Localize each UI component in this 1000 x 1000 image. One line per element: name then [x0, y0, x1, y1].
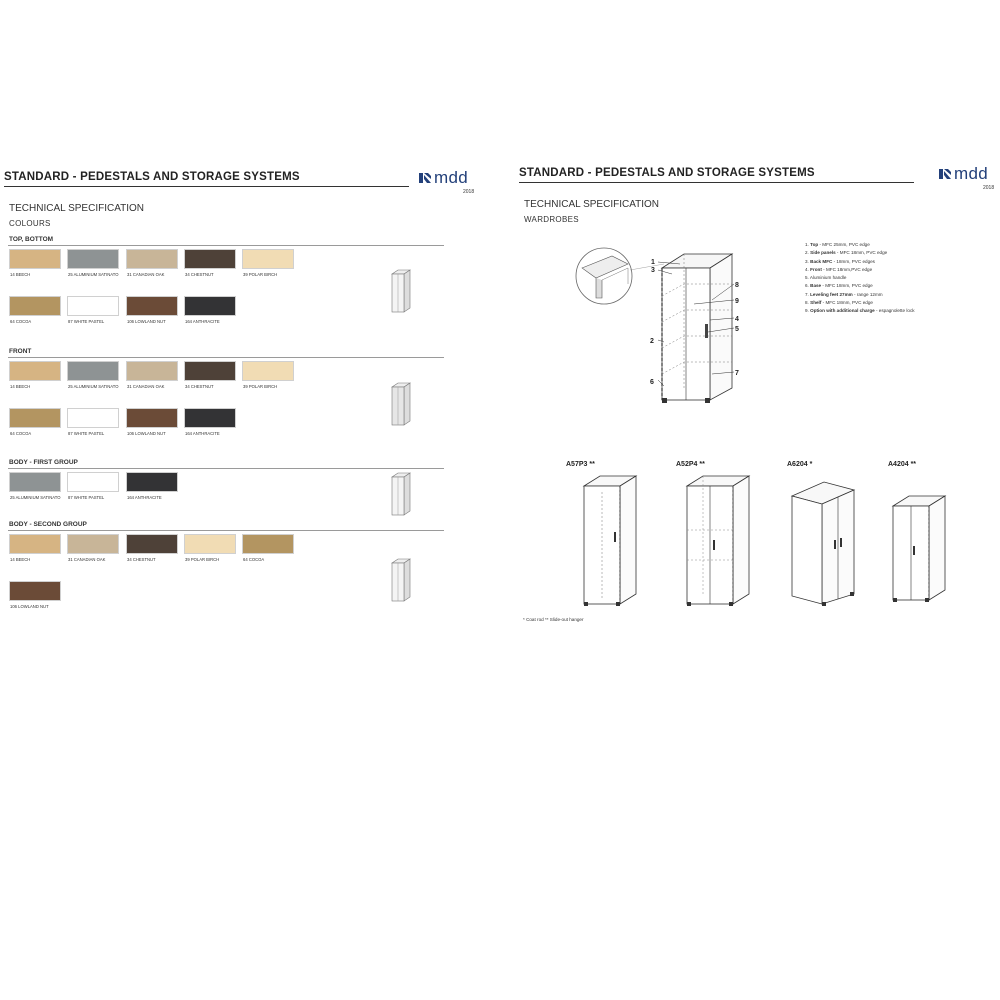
section-title: BODY - FIRST GROUP	[9, 459, 78, 466]
section-rule	[8, 357, 444, 358]
spec-item	[805, 307, 915, 315]
wardrobe-a57p3-drawing	[580, 470, 640, 610]
callout-1: 1	[651, 259, 655, 266]
technical-specification-heading: TECHNICAL SPECIFICATION	[9, 203, 145, 214]
section-rule	[8, 245, 444, 246]
spec-item-part: Shelf	[810, 300, 822, 306]
title-rule	[519, 182, 914, 183]
colour-swatch	[126, 408, 178, 428]
colour-swatch-label: 39 POLAR BIRCH	[243, 384, 278, 389]
spec-item-description: - 18mm, PVC edges	[832, 258, 875, 264]
logo-text: mdd	[954, 164, 988, 183]
colour-swatch	[126, 249, 178, 269]
colour-swatch	[242, 249, 294, 269]
title-rule	[4, 186, 409, 187]
model-label: A57P3 **	[566, 461, 595, 468]
colour-swatch-label: 164 ANTHRACITE	[185, 319, 220, 324]
model-label: A6204 *	[787, 461, 813, 468]
spec-item-description: - MFC 18mm, PVC edge	[821, 283, 873, 289]
spec-item	[805, 249, 915, 257]
spec-item-number: 7.	[805, 291, 809, 297]
colour-swatch-label: 25 ALUMINIUM SATINATO	[10, 495, 61, 500]
colour-swatch	[242, 361, 294, 381]
mdd-logo-icon	[418, 170, 432, 186]
colour-swatch-label: 34 CHESTNUT	[185, 272, 214, 277]
spec-item-description: - MFC 18mm,PVC edge	[821, 266, 873, 272]
spec-item	[805, 291, 915, 299]
callout-6: 6	[650, 379, 654, 386]
wardrobe-a4204-drawing	[889, 486, 949, 610]
mdd-logo	[418, 168, 468, 188]
colour-swatch-label: 87 WHITE PASTEL	[68, 431, 105, 436]
colour-swatch-label: 31 CANADIAN OAK	[127, 272, 165, 277]
colour-swatch	[184, 534, 236, 554]
page-title: STANDARD - PEDESTALS AND STORAGE SYSTEMS	[4, 171, 300, 183]
colour-swatch	[9, 408, 61, 428]
wardrobe-exploded-drawing	[572, 240, 752, 410]
wardrobe-thumbnail-icon	[388, 557, 412, 603]
spec-item	[805, 274, 915, 282]
colour-swatch-label: 31 CANADIAN OAK	[127, 384, 165, 389]
wardrobe-a52p4-drawing	[683, 470, 753, 610]
spec-item	[805, 258, 915, 266]
colour-swatch	[126, 296, 178, 316]
colour-swatch	[184, 296, 236, 316]
technical-specification-heading: TECHNICAL SPECIFICATION	[524, 199, 660, 210]
callout-9: 9	[735, 298, 739, 305]
colour-swatch-label: 39 POLAR BIRCH	[185, 557, 220, 562]
colour-swatch	[67, 472, 119, 492]
colour-swatch	[67, 361, 119, 381]
spec-item-number: 6.	[805, 283, 809, 289]
wardrobes-heading: WARDROBES	[524, 215, 579, 224]
spec-item-part: Back MFC	[810, 258, 833, 264]
spec-item-number: 9.	[805, 308, 809, 314]
colour-swatch-label: 64 COCOA	[243, 557, 265, 562]
colour-swatch-label: 87 WHITE PASTEL	[68, 495, 105, 500]
colour-swatch	[9, 534, 61, 554]
spec-item-number: 5.	[805, 275, 809, 281]
colour-swatch-label: 14 BEECH	[10, 384, 31, 389]
spec-item-part: Side panels	[810, 250, 836, 256]
wardrobe-a6204-drawing	[788, 470, 858, 610]
wardrobe-thumbnail-icon	[388, 268, 412, 314]
callout-2: 2	[650, 338, 654, 345]
spec-item-description: - MFC 18mm, PVC edge	[821, 300, 873, 306]
colour-swatch-label: 87 WHITE PASTEL	[68, 319, 105, 324]
footnote: * Coat rod ** Slide-out hanger	[523, 617, 584, 622]
specification-list	[805, 241, 915, 316]
callout-8: 8	[735, 282, 739, 289]
spec-item-part: Option with additional charge	[810, 308, 875, 314]
mdd-logo	[938, 164, 988, 184]
wardrobe-body-drawing	[662, 254, 732, 403]
colour-swatch-label: 64 COCOA	[10, 431, 32, 436]
spec-item-number: 2.	[805, 250, 809, 256]
colour-swatch	[126, 361, 178, 381]
logo-text: mdd	[434, 168, 468, 187]
colours-heading: COLOURS	[9, 219, 51, 228]
colour-swatch-label: 34 CHESTNUT	[185, 384, 214, 389]
colour-swatch-label: 164 ANTHRACITE	[185, 431, 220, 436]
colour-swatch	[9, 472, 61, 492]
joint-detail-circle	[576, 248, 632, 304]
colour-swatch	[184, 249, 236, 269]
colour-swatch-label: 31 CANADIAN OAK	[68, 557, 106, 562]
colour-swatch	[9, 249, 61, 269]
colour-swatch	[9, 361, 61, 381]
colour-swatch-label: 164 ANTHRACITE	[127, 495, 162, 500]
colour-swatch-label: 106 LOWLAND NUT	[127, 431, 166, 436]
colour-swatch-label: 39 POLAR BIRCH	[243, 272, 278, 277]
year-label: 2018	[463, 189, 475, 195]
section-title: TOP, BOTTOM	[9, 236, 54, 243]
wardrobe-thumbnail-icon	[388, 471, 412, 517]
spec-item	[805, 299, 915, 307]
colour-swatch	[184, 361, 236, 381]
spec-item	[805, 241, 915, 249]
wardrobe-thumbnail-icon	[388, 381, 412, 427]
colour-swatch-label: 64 COCOA	[10, 319, 32, 324]
callout-5: 5	[735, 326, 739, 333]
callout-4: 4	[735, 316, 739, 323]
colour-swatch-label: 25 ALUMINIUM SATINATO	[68, 384, 119, 389]
spec-item-number: 4.	[805, 266, 809, 272]
spec-item-description: - MFC 25mm, PVC edge	[818, 242, 870, 247]
colour-swatch	[67, 534, 119, 554]
year-label: 2018	[983, 185, 995, 191]
colour-swatch	[67, 249, 119, 269]
spec-item-part: Base	[810, 283, 822, 289]
mdd-logo-icon	[938, 166, 952, 182]
section-rule	[8, 530, 444, 531]
spec-item-description: Aluminium handle	[809, 275, 847, 281]
section-rule	[8, 468, 444, 469]
colour-swatch-label: 14 BEECH	[10, 272, 31, 277]
spec-item-number: 8.	[805, 300, 809, 306]
spec-item-part: Top	[810, 242, 819, 247]
spec-item-description: - range 12mm	[852, 291, 883, 297]
spec-item	[805, 282, 915, 290]
spec-item	[805, 266, 915, 274]
model-label: A52P4 **	[676, 461, 705, 468]
colour-swatch	[9, 296, 61, 316]
colour-swatch	[184, 408, 236, 428]
spec-item-number: 3.	[805, 258, 809, 264]
colour-swatch-label: 106 LOWLAND NUT	[127, 319, 166, 324]
spec-item-number: 1.	[805, 242, 809, 247]
colour-swatch	[67, 296, 119, 316]
colour-swatch-label: 14 BEECH	[10, 557, 31, 562]
colour-swatch	[67, 408, 119, 428]
section-title: BODY - SECOND GROUP	[9, 521, 87, 528]
spec-item-description: - MFC 18mm, PVC edge	[835, 250, 888, 256]
callout-3: 3	[651, 267, 655, 274]
colour-swatch-label: 34 CHESTNUT	[127, 557, 156, 562]
spec-item-part: Leveling feet 27mm	[810, 291, 853, 297]
colour-swatch-label: 25 ALUMINIUM SATINATO	[68, 272, 119, 277]
colour-swatch-label: 106 LOWLAND NUT	[10, 604, 49, 609]
colour-swatch	[126, 534, 178, 554]
colour-swatch	[242, 534, 294, 554]
callout-7: 7	[735, 370, 739, 377]
colour-swatch	[126, 472, 178, 492]
model-label: A4204 **	[888, 461, 917, 468]
spec-item-part: Front	[810, 266, 822, 272]
page-title: STANDARD - PEDESTALS AND STORAGE SYSTEMS	[519, 167, 815, 179]
colour-swatch	[9, 581, 61, 601]
section-title: FRONT	[9, 348, 32, 355]
spec-item-description: - espagnolette lock	[874, 308, 915, 314]
